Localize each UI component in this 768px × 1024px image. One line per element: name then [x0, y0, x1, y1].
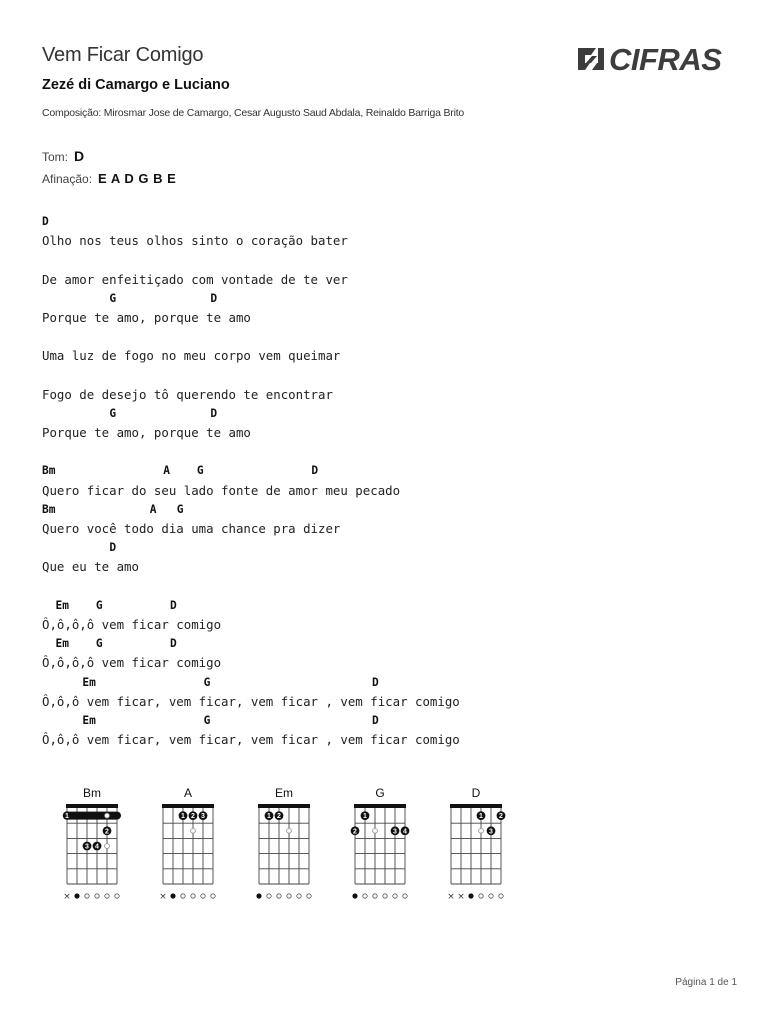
chord-diagram-bm [55, 786, 135, 906]
open-string-marker [85, 894, 89, 898]
lyric-line: Quero você todo dia uma chance pra dizer [42, 521, 341, 536]
open-string-marker [373, 894, 377, 898]
chord-line: D [42, 215, 49, 228]
finger-number: 3 [201, 813, 205, 821]
chord-diagram-name: G [375, 786, 385, 800]
muted-string-marker: × [159, 892, 167, 902]
open-string-marker [363, 894, 367, 898]
muted-string-marker: × [63, 892, 71, 902]
chord-diagram-name: A [183, 786, 192, 800]
chord-diagram-name: Em [275, 786, 293, 800]
open-string-marker [297, 894, 301, 898]
hollow-dot [373, 828, 378, 833]
hollow-dot [287, 828, 292, 833]
finger-number: 4 [403, 828, 407, 836]
chord-line: Bm A G D [42, 464, 319, 478]
lyric-line: Ô,ô,ô,ô vem ficar comigo [42, 616, 222, 632]
key-label: Tom: [42, 150, 69, 164]
open-string-marker [383, 894, 387, 898]
lyric-line: Quero ficar do seu lado fonte de amor meu pecado [42, 482, 401, 498]
open-string-marker [201, 894, 205, 898]
song-title: Vem Ficar Comigo [42, 44, 204, 66]
nut [450, 804, 502, 808]
chord-grid [343, 802, 423, 902]
finger-number: 1 [363, 813, 367, 821]
artist-name: Zezé di Camargo e Luciano [42, 77, 230, 93]
chord-grid [151, 802, 231, 902]
finger-number: 1 [479, 813, 483, 821]
hollow-dot [105, 844, 110, 849]
cifras-logo [576, 42, 738, 76]
key-row [42, 148, 85, 166]
tuning-row [42, 170, 176, 188]
nut [354, 804, 406, 808]
lyric-line: Que eu te amo [42, 559, 139, 575]
root-string-marker [352, 893, 357, 898]
root-string-marker [170, 893, 175, 898]
chord-line: Em G D [42, 637, 177, 651]
chord-line: G D [42, 291, 218, 305]
chord-line: Em G D [42, 598, 177, 612]
open-string-marker [307, 894, 311, 898]
lyric-line: Uma luz de fogo no meu corpo vem queimar [42, 348, 341, 364]
hollow-dot [105, 813, 110, 818]
open-string-marker [211, 894, 215, 898]
finger-number: 2 [191, 813, 195, 821]
chord-line: D [42, 541, 117, 555]
muted-string-marker: × [447, 892, 455, 902]
finger-number: 3 [85, 843, 89, 851]
open-string-marker [403, 894, 407, 898]
open-string-marker [115, 894, 119, 898]
finger-number: 4 [95, 843, 99, 851]
blank-line [42, 366, 742, 385]
chord-line: Em G D [42, 675, 379, 689]
chord-diagram-a [151, 786, 231, 906]
finger-number: 1 [267, 813, 271, 821]
logo-text: CIFRAS [609, 41, 722, 77]
chord-diagram-em [247, 786, 327, 906]
open-string-marker [393, 894, 397, 898]
finger-number: 2 [277, 813, 281, 821]
blank-line [42, 577, 742, 596]
open-string-marker [277, 894, 281, 898]
open-string-marker [267, 894, 271, 898]
open-string-marker [287, 894, 291, 898]
muted-string-marker: × [457, 892, 465, 902]
nut [162, 804, 214, 808]
lyric-line: Ô,ô,ô,ô vem ficar comigo [42, 655, 222, 671]
open-string-marker [95, 894, 99, 898]
chord-diagram-g [343, 786, 423, 906]
lyric-line: De amor enfeitiçado com vontade de te ver [42, 271, 348, 287]
open-string-marker [105, 894, 109, 898]
finger-number: 1 [65, 813, 69, 821]
finger-number: 2 [353, 828, 357, 836]
song-sheet [42, 212, 742, 749]
lyric-line: Porque te amo, porque te amo [42, 309, 251, 325]
nut [258, 804, 310, 808]
finger-number: 1 [181, 813, 185, 821]
chord-diagram-d [439, 786, 519, 906]
open-string-marker [479, 894, 483, 898]
root-string-marker [74, 893, 79, 898]
finger-number: 3 [393, 828, 397, 836]
hollow-dot [191, 828, 196, 833]
nut [66, 804, 118, 808]
lyric-line: Olho nos teus olhos sinto o coração bater [42, 233, 348, 249]
chord-line: Em G D [42, 713, 379, 727]
barre [63, 812, 121, 820]
chord-grid [55, 802, 135, 902]
open-string-marker [181, 894, 185, 898]
root-string-marker [256, 893, 261, 898]
key-value: D [74, 148, 85, 164]
blank-line [42, 250, 742, 269]
tuning-value: E A D G B E [98, 171, 177, 186]
lyric-line: Porque te amo, porque te amo [42, 425, 251, 441]
chord-grid [247, 802, 327, 902]
chord-diagram-name: D [471, 786, 481, 800]
chord-diagram-name: Bm [83, 786, 101, 800]
blank-line [42, 327, 742, 346]
open-string-marker [489, 894, 493, 898]
hollow-dot [479, 828, 484, 833]
composer-credits: Composição: Mirosmar Jose de Camargo, Cesar Augusto Saud Abdala, Reinaldo Barriga Brito [42, 107, 465, 119]
cifras-logo-icon [576, 44, 606, 74]
finger-number: 2 [499, 813, 503, 821]
chord-line: G D [42, 406, 218, 420]
blank-line [42, 442, 742, 461]
open-string-marker [499, 894, 503, 898]
lyric-line: Fogo de desejo tô querendo te encontrar [42, 386, 333, 402]
finger-number: 2 [105, 828, 109, 836]
root-string-marker [468, 893, 473, 898]
lyric-line: Ô,ô,ô vem ficar, vem ficar, vem ficar , vem ficar comigo [42, 732, 460, 748]
chord-diagrams [55, 786, 535, 906]
tuning-label: Afinação: [42, 172, 93, 186]
page-number: Página 1 de 1 [675, 977, 737, 988]
open-string-marker [191, 894, 195, 898]
finger-number: 3 [489, 828, 493, 836]
chord-line: Bm A G [42, 502, 184, 516]
lyric-line: Ô,ô,ô vem ficar, vem ficar, vem ficar , vem ficar comigo [42, 693, 460, 709]
chord-grid [439, 802, 519, 902]
